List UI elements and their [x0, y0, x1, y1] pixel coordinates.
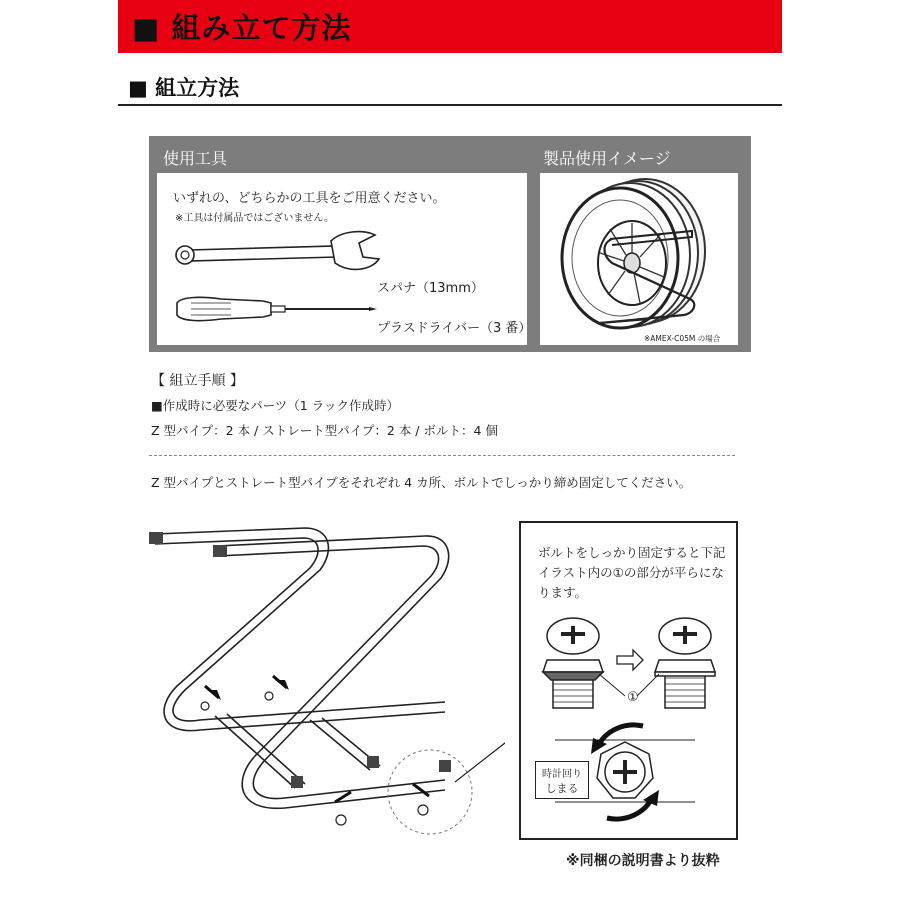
- tools-box: [157, 173, 532, 345]
- tools-intro: いずれの、どちらかの工具をご用意ください。: [173, 191, 446, 206]
- product-image-heading: 製品使用イメージ: [543, 149, 671, 168]
- tools-heading: 使用工具: [163, 149, 228, 168]
- dashed-divider: [149, 455, 735, 456]
- product-image-box: [540, 173, 738, 345]
- wrench-icon: [171, 227, 386, 277]
- rotation-label-line1: 時計回り: [542, 769, 582, 780]
- header-bar: [118, 0, 782, 53]
- rack-assembly-illustration: [145, 520, 505, 850]
- rotation-label-line2: しまる: [545, 782, 579, 795]
- header-title: ■ 組み立て方法: [132, 11, 352, 45]
- tools-note: ※工具は付属品ではございません。: [175, 213, 334, 224]
- wrench-label: スパナ（13mm）: [377, 281, 484, 296]
- screwdriver-label: プラスドライバー（3 番）: [377, 321, 532, 336]
- rotation-label-box: [535, 761, 589, 799]
- parts-heading: ■作成時に必要なパーツ（1 ラック作成時）: [151, 398, 399, 413]
- procedure-heading: 【 組立手順 】: [151, 373, 244, 389]
- assembly-instruction: Z 型パイプとストレート型パイプをそれぞれ 4 カ所、ボルトでしっかり締め固定してください。: [151, 475, 692, 490]
- flat-part-marker: ①: [627, 690, 639, 705]
- bolt-callout-text: ボルトをしっかり固定すると下記イラスト内の①の部分が平らになります。: [538, 545, 726, 600]
- section-title: ■ 組立方法: [128, 76, 240, 100]
- parts-list: Z 型パイプ：2 本 / ストレート型パイプ：2 本 / ボルト：4 個: [151, 423, 498, 438]
- screwdriver-icon: [171, 291, 381, 331]
- tire-rack-illustration: [540, 173, 738, 345]
- product-image-caption: ※AMEX-C05M の場合: [644, 334, 721, 343]
- footer-note: ※同梱の説明書より抜粋: [566, 853, 720, 869]
- section-divider: [118, 104, 782, 106]
